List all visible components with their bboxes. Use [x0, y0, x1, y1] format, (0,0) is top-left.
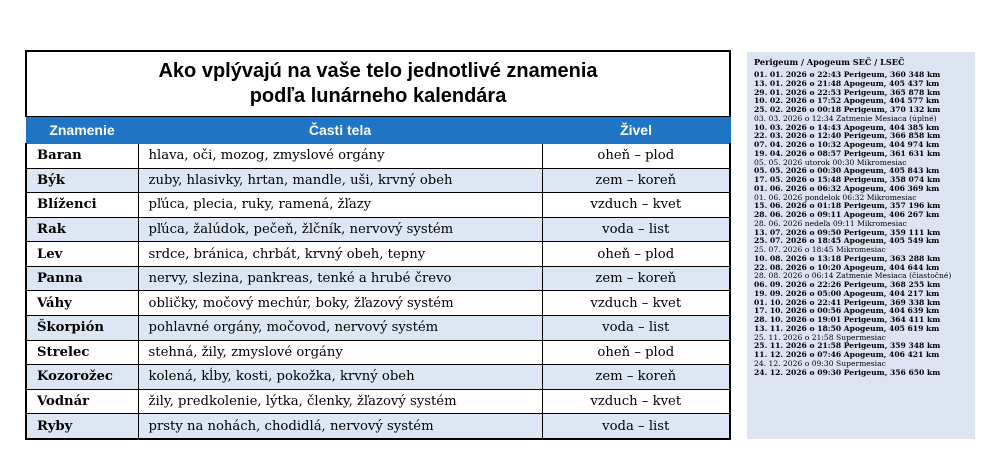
table-row — [26, 217, 730, 242]
list-item: 01. 06. 2026 pondelok 06:32 Mikromesiac — [754, 192, 917, 202]
perigee-apogee-panel — [747, 52, 975, 439]
list-item: 03. 03. 2026 o 12:34 Zatmenie Mesiaca (úplné) — [754, 113, 937, 123]
sign-cell: Býk — [26, 168, 138, 193]
body-parts-cell: prsty na nohách, chodidlá, nervový systém — [138, 414, 542, 439]
element-cell: voda – list — [542, 316, 730, 341]
list-item: 25. 11. 2026 o 21:58 Supermesiac — [754, 332, 886, 342]
list-item: 19. 04. 2026 o 08:57 Perigeum, 361 631 km — [754, 148, 941, 158]
element-cell: voda – list — [542, 414, 730, 439]
list-item: 25. 07. 2026 o 18:45 Mikromesiac — [754, 245, 886, 254]
sign-cell: Kozorožec — [26, 365, 138, 390]
body-parts-cell: pľúca, plecia, ruky, ramená, žľazy — [138, 193, 542, 218]
list-item: 24. 12. 2026 o 09:30 Perigeum, 356 650 km — [754, 367, 941, 377]
element-cell: vzduch – kvet — [542, 389, 730, 414]
list-item: 05. 05. 2026 o 00:30 Apogeum, 405 843 km — [754, 166, 940, 176]
body-parts-cell: srdce, bránica, chrbát, krvný obeh, tepny — [138, 242, 542, 267]
table-row — [26, 414, 730, 439]
header-sign: Znamenie — [26, 117, 138, 144]
list-item: 28. 08. 2026 o 06:14 Zatmenie Mesiaca (čiastočné) — [754, 271, 952, 281]
table-row — [26, 365, 730, 390]
element-cell: zem – koreň — [542, 266, 730, 291]
list-item: 11. 12. 2026 o 07:46 Apogeum, 406 421 km — [754, 350, 940, 359]
list-item: 28. 06. 2026 o 09:11 Apogeum, 406 267 km — [754, 210, 940, 219]
body-parts-cell: žily, predkolenie, lýtka, členky, žľazový systém — [138, 389, 542, 414]
sign-cell: Strelec — [26, 340, 138, 365]
list-item: 01. 10. 2026 o 22:41 Perigeum, 369 338 km — [754, 297, 941, 307]
list-item: 10. 02. 2026 o 17:52 Apogeum, 404 577 km — [754, 96, 940, 106]
table-row — [26, 389, 730, 414]
list-item: 25. 02. 2026 o 00:18 Perigeum, 370 132 km — [754, 105, 941, 114]
list-item: 07. 04. 2026 o 10:32 Apogeum, 404 974 km — [754, 140, 940, 149]
header-body-parts: Časti tela — [138, 117, 542, 144]
body-parts-cell: nervy, slezina, pankreas, tenké a hrubé črevo — [138, 266, 542, 291]
table-title-line-2: podľa lunárneho kalendára — [249, 85, 507, 107]
element-cell: vzduch – kvet — [542, 193, 730, 218]
list-item: 25. 11. 2026 o 21:58 Perigeum, 359 348 km — [754, 341, 941, 351]
list-item: 22. 03. 2026 o 12:40 Perigeum, 366 858 km — [754, 131, 941, 141]
table-row — [26, 340, 730, 365]
panel-title: Perigeum / Apogeum SEČ / LSEČ — [754, 57, 905, 67]
body-parts-cell: stehná, žily, zmyslové orgány — [138, 340, 542, 365]
header-element: Živel — [542, 117, 730, 144]
list-item: 10. 08. 2026 o 13:18 Perigeum, 363 288 km — [754, 253, 941, 263]
list-item: 25. 07. 2026 o 18:45 Apogeum, 405 549 km — [754, 236, 940, 246]
sign-cell: Lev — [26, 242, 138, 267]
element-cell: vzduch – kvet — [542, 291, 730, 316]
body-parts-cell: hlava, oči, mozog, zmyslové orgány — [138, 144, 542, 169]
list-item: 28. 06. 2026 nedeľa 09:11 Mikromesiac — [754, 218, 907, 228]
table-title — [26, 51, 730, 117]
sign-cell: Váhy — [26, 291, 138, 316]
list-item: 19. 09. 2026 o 05:00 Apogeum, 404 217 km — [754, 288, 940, 298]
element-cell: voda – list — [542, 217, 730, 242]
sign-cell: Škorpión — [26, 316, 138, 341]
table-row — [26, 291, 730, 316]
table-header-row — [26, 117, 730, 144]
table-row — [26, 316, 730, 341]
sign-cell: Blíženci — [26, 193, 138, 218]
body-parts-cell: pohlavné orgány, močovod, nervový systém — [138, 316, 542, 341]
element-cell: zem – koreň — [542, 168, 730, 193]
list-item: 13. 07. 2026 o 09:50 Perigeum, 359 111 km — [754, 227, 941, 237]
sign-cell: Vodnár — [26, 389, 138, 414]
sign-cell: Rak — [26, 217, 138, 242]
list-item: 22. 08. 2026 o 10:20 Apogeum, 404 644 km — [754, 262, 940, 272]
list-item: 15. 06. 2026 o 01:18 Perigeum, 357 196 km — [754, 201, 941, 211]
list-item: 01. 06. 2026 o 06:32 Apogeum, 406 369 km — [754, 183, 940, 193]
list-item: 24. 12. 2026 o 09:30 Supermesiac — [754, 358, 886, 368]
table-title-row — [26, 51, 730, 117]
list-item: 13. 11. 2026 o 18:50 Apogeum, 405 619 km — [754, 323, 940, 333]
sign-cell: Baran — [26, 144, 138, 169]
table-row — [26, 168, 730, 193]
list-item: 17. 05. 2026 o 15:48 Perigeum, 358 074 km — [754, 175, 941, 184]
list-item: 10. 03. 2026 o 14:43 Apogeum, 404 385 km — [754, 122, 940, 132]
list-item: 01. 01. 2026 o 22:43 Perigeum, 360 348 km — [754, 70, 941, 79]
element-cell: oheň – plod — [542, 242, 730, 267]
table-row — [26, 266, 730, 291]
body-parts-cell: kolená, kĺby, kosti, pokožka, krvný obeh — [138, 365, 542, 390]
element-cell: zem – koreň — [542, 365, 730, 390]
element-cell: oheň – plod — [542, 340, 730, 365]
zodiac-body-table — [25, 50, 731, 440]
table-title-line-1: Ako vplývajú na vaše telo jednotlivé znamenia — [158, 60, 598, 82]
body-parts-cell: obličky, močový mechúr, boky, žľazový systém — [138, 291, 542, 316]
list-item: 05. 05. 2026 utorok 00:30 Mikromesiac — [754, 157, 907, 167]
body-parts-cell: zuby, hlasivky, hrtan, mandle, uši, krvný obeh — [138, 168, 542, 193]
table-row — [26, 242, 730, 267]
table-row — [26, 193, 730, 218]
list-item: 06. 09. 2026 o 22:26 Perigeum, 368 255 km — [754, 280, 941, 289]
body-parts-cell: pľúca, žalúdok, pečeň, žlčník, nervový systém — [138, 217, 542, 242]
element-cell: oheň – plod — [542, 144, 730, 169]
list-item: 29. 01. 2026 o 22:53 Perigeum, 365 878 km — [754, 87, 941, 97]
table-row — [26, 144, 730, 169]
sign-cell: Panna — [26, 266, 138, 291]
sign-cell: Ryby — [26, 414, 138, 439]
list-item: 17. 10. 2026 o 00:56 Apogeum, 404 639 km — [754, 306, 940, 316]
list-item: 13. 01. 2026 o 21:48 Apogeum, 405 437 km — [754, 78, 940, 88]
perigee-apogee-list — [754, 71, 975, 377]
list-item: 28. 10. 2026 o 19:01 Perigeum, 364 411 km — [754, 315, 941, 324]
